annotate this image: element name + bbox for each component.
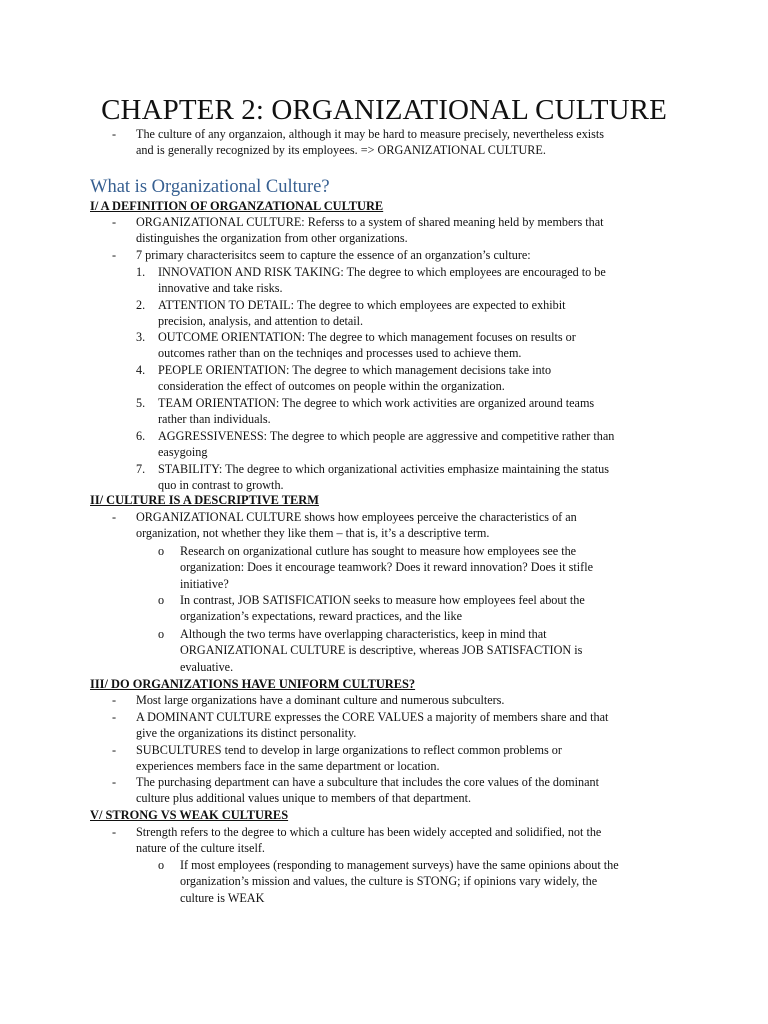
list-number: 7. [136, 462, 146, 476]
list-item [112, 214, 682, 247]
bullet-dash: - [112, 127, 117, 141]
sub-list-item [158, 543, 688, 592]
list-item-line: 7 primary characterisitcs seem to capture the essence of an organzation’s culture: [136, 248, 531, 262]
numbered-item-line: outcomes rather than on the techniqes and processes used to achieve them. [158, 346, 522, 361]
bullet-dash: - [112, 743, 117, 757]
list-item [112, 824, 692, 857]
bullet-dash: - [112, 215, 117, 229]
section-heading-uniform-cultures: III/ DO ORGANIZATIONS HAVE UNIFORM CULTURES? [90, 677, 416, 691]
list-item-line: culture plus additional values unique to members of that department. [136, 791, 472, 806]
numbered-item-line: precision, analysis, and attention to detail. [158, 314, 364, 329]
numbered-item-line: quo in contrast to growth. [158, 478, 284, 493]
sub-list-item-line: Research on organizational cutlure has sought to measure how employees see the [180, 544, 577, 558]
list-item-line: nature of the culture itself. [136, 841, 265, 856]
list-number: 3. [136, 330, 146, 344]
numbered-item [136, 297, 686, 330]
numbered-item-line: rather than individuals. [158, 412, 271, 427]
numbered-item-line: ATTENTION TO DETAIL: The degree to which employees are expected to exhibit [158, 298, 566, 312]
list-item [112, 692, 682, 708]
numbered-item [136, 264, 686, 297]
intro-line: and is generally recognized by its employees. => ORGANIZATIONAL CULTURE. [136, 143, 546, 158]
page-title: CHAPTER 2: ORGANIZATIONAL CULTURE [101, 94, 667, 126]
section-heading-what-is: What is Organizational Culture? [90, 177, 330, 197]
numbered-item-line: innovative and take risks. [158, 281, 283, 296]
list-item-line: give the organizations its distinct personality. [136, 726, 357, 741]
numbered-item-line: STABILITY: The degree to which organizational activities emphasize maintaining the status [158, 462, 609, 476]
list-item-line: Strength refers to the degree to which a culture has been widely accepted and solidified, not the [136, 825, 602, 839]
numbered-item [136, 461, 686, 494]
section-heading-definition: I/ A DEFINITION OF ORGANZATIONAL CULTURE [90, 199, 384, 213]
sub-list-item-line: organization: Does it encourage teamwork? Does it reward innovation? Does it stifle [180, 560, 594, 575]
bullet-dash: - [112, 775, 117, 789]
list-number: 6. [136, 429, 146, 443]
list-number: 2. [136, 298, 146, 312]
numbered-item-line: easygoing [158, 445, 208, 460]
numbered-item-line: PEOPLE ORIENTATION: The degree to which management decisions take into [158, 363, 552, 377]
list-item-line: Most large organizations have a dominant culture and numerous subculters. [136, 693, 505, 707]
bullet-dash: - [112, 710, 117, 724]
bullet-circle: o [158, 593, 165, 607]
numbered-item [136, 362, 686, 395]
list-item [112, 247, 682, 263]
sub-list-item [158, 857, 698, 906]
sub-list-item-line: organization’s mission and values, the culture is STONG; if opinions vary widely, the [180, 874, 598, 889]
sub-list-item [158, 626, 688, 675]
numbered-item [136, 428, 686, 461]
numbered-item [136, 395, 686, 428]
numbered-item-line: TEAM ORIENTATION: The degree to which work activities are organized around teams [158, 396, 595, 410]
numbered-item [136, 329, 686, 362]
sub-list-item-line: If most employees (responding to management surveys) have the same opinions about the [180, 858, 619, 872]
intro-item [112, 126, 672, 159]
list-number: 4. [136, 363, 146, 377]
sub-list-item-line: initiative? [180, 576, 229, 591]
numbered-item-line: AGGRESSIVENESS: The degree to which people are aggressive and competitive rather than [158, 429, 615, 443]
list-item [112, 509, 682, 542]
bullet-circle: o [158, 544, 165, 558]
intro-line: The culture of any organzaion, although it may be hard to measure precisely, nevertheless exists [136, 127, 605, 141]
bullet-circle: o [158, 858, 165, 872]
sub-list-item-line: culture is WEAK [180, 890, 265, 905]
sub-list-item-line: Although the two terms have overlapping characteristics, keep in mind that [180, 627, 547, 641]
section-heading-strong-weak: V/ STRONG VS WEAK CULTURES [90, 808, 289, 822]
section-heading-descriptive-term: II/ CULTURE IS A DESCRIPTIVE TERM [90, 493, 319, 507]
sub-list-item-line: organization’s expectations, reward practices, and the like [180, 609, 463, 624]
bullet-dash: - [112, 248, 117, 262]
list-number: 5. [136, 396, 146, 410]
sub-list-item-line: ORGANIZATIONAL CULTURE is descriptive, whereas JOB SATISFACTION is [180, 643, 583, 658]
list-item-line: ORGANIZATIONAL CULTURE: Referss to a system of shared meaning held by members that [136, 215, 604, 229]
list-item [112, 709, 682, 742]
list-item-line: The purchasing department can have a subculture that includes the core values of the dominant [136, 775, 599, 789]
list-item-line: A DOMINANT CULTURE expresses the CORE VALUES a majority of members share and that [136, 710, 609, 724]
bullet-dash: - [112, 510, 117, 524]
bullet-circle: o [158, 627, 165, 641]
list-item [112, 742, 682, 775]
list-item [112, 774, 692, 807]
list-item-line: experiences members face in the same department or location. [136, 759, 440, 774]
sub-list-item-line: In contrast, JOB SATISFICATION seeks to measure how employees feel about the [180, 593, 585, 607]
numbered-item-line: consideration the effect of outcomes on people within the organization. [158, 379, 505, 394]
sub-list-item [158, 592, 688, 625]
bullet-dash: - [112, 693, 117, 707]
list-number: 1. [136, 265, 146, 279]
sub-list-item-line: evaluative. [180, 659, 234, 674]
list-item-line: SUBCULTURES tend to develop in large organizations to reflect common problems or [136, 743, 562, 757]
numbered-item-line: INNOVATION AND RISK TAKING: The degree to which employees are encouraged to be [158, 265, 606, 279]
list-item-line: ORGANIZATIONAL CULTURE shows how employees perceive the characteristics of an [136, 510, 577, 524]
bullet-dash: - [112, 825, 117, 839]
numbered-item-line: OUTCOME ORIENTATION: The degree to which management focuses on results or [158, 330, 576, 344]
list-item-line: distinguishes the organization from other organizations. [136, 231, 408, 246]
list-item-line: organization, not whether they like them – that is, it’s a descriptive term. [136, 526, 490, 541]
